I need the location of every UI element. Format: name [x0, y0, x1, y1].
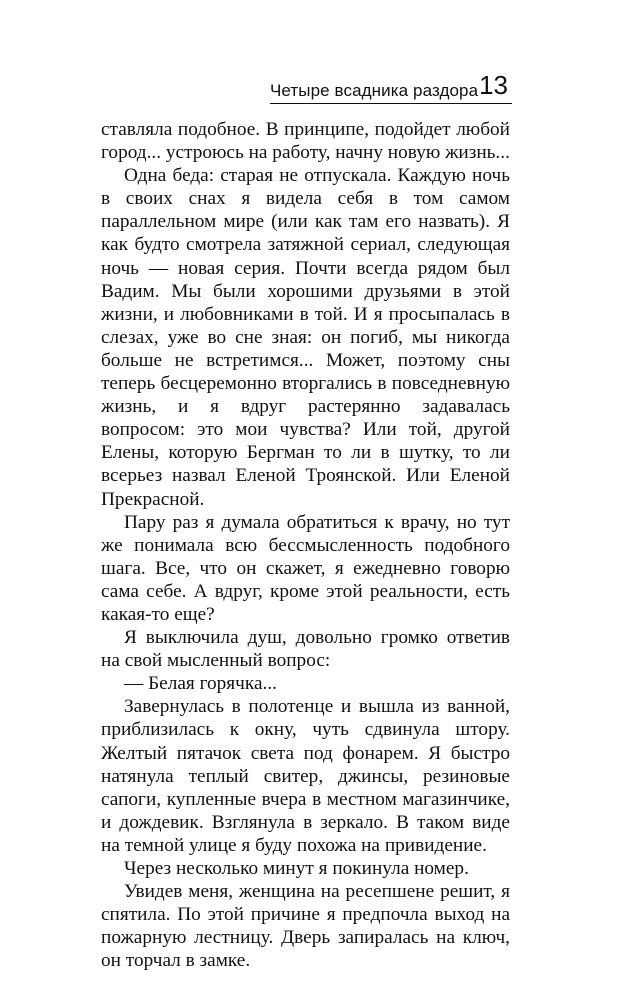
paragraph: Одна беда: старая не отпускала. Каждую ночь в своих снах я видела себя в том самом параллельном мире (или как там его назвать). Я как будто смотрела затяжной сериал, следующая ночь — новая серия. Почти всегда рядом был Вадим. Мы были хорошими друзьями в этой жизни, и любовниками в той. И я просыпалась в слезах, уже во сне зная: он погиб, мы никогда больше не встретимся... Может, поэтому сны теперь бесцеремонно вторгались в повседневную жизнь, и я вдруг растерянно задавалась вопросом: это мои чувства? Или той, другой Елены, которую Бергман то ли в шутку, то ли всерьез назвал Еленой Троянской. Или Еленой Прекрасной.: [101, 165, 510, 510]
page-number: 13: [479, 70, 508, 100]
paragraph: Я выключила душ, довольно громко ответив на свой мысленный вопрос:: [101, 627, 510, 672]
paragraph: Через несколько минут я покинула номер.: [124, 858, 469, 879]
paragraph: Увидев меня, женщина на ресепшене решит, я спятила. По этой причине я предпочла выход на пожарную лестницу. Дверь запиралась на ключ, он торчал в замке.: [101, 881, 510, 972]
body-text: [101, 118, 510, 972]
book-title: Четыре всадника раздора: [270, 81, 479, 100]
paragraph: ставляла подобное. В принципе, подойдет любой город... устроюсь на работу, начну новую жизнь...: [101, 119, 510, 164]
paragraph: Пару раз я думала обратиться к врачу, но тут же понимала всю бессмысленность подобного шага. Все, что он скажет, я ежедневно говорю сама себе. А вдруг, кроме этой реальности, есть какая-то еще?: [101, 511, 510, 625]
dialogue-line: — Белая горячка...: [124, 673, 277, 695]
header-rule: [270, 103, 512, 104]
paragraph: Завернулась в полотенце и вышла из ванной, приблизилась к окну, чуть сдвинула штору. Желтый пятачок света под фонарем. Я быстро натянула теплый свитер, джинсы, резиновые сапоги, купленные вчера в местном магазинчике, и дождевик. Взглянула в зеркало. В таком виде на темной улице я буду похожа на привидение.: [101, 696, 510, 856]
running-header: [270, 70, 512, 104]
